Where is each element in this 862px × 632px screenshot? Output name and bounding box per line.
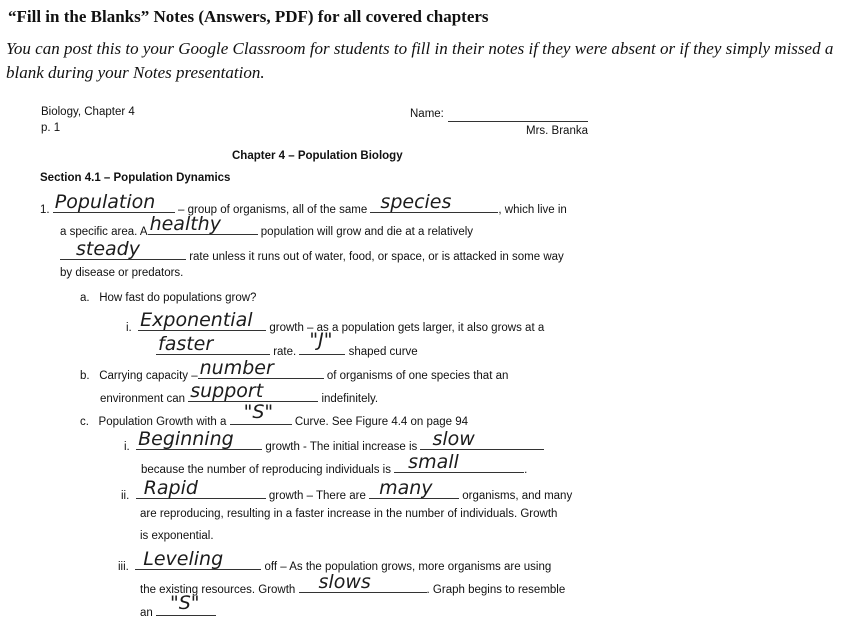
item-a-text1: growth – as a population gets larger, it also grows at a — [269, 322, 545, 334]
item-c-label: c. — [80, 416, 89, 428]
item1-text3: a specific area. A — [60, 226, 148, 238]
answer-population: Population — [54, 191, 156, 213]
item-c-text1: Population Growth with a — [98, 416, 227, 428]
answer-support: support — [190, 380, 264, 402]
answer-blank — [420, 428, 544, 450]
item-a-line — [80, 292, 256, 304]
teacher-name: Mrs. Branka — [526, 125, 588, 137]
item1-text1: – group of organisms, all of the same — [178, 204, 368, 216]
item-c-ii-text1: growth – There are — [268, 490, 366, 502]
answer-blank — [60, 238, 186, 260]
item-a-text2: rate. — [273, 346, 297, 358]
item-c-iii-text1: off – As the population grows, more organisms are using — [264, 561, 552, 573]
item-c-iii-text2: the existing resources. Growth — [140, 584, 296, 596]
answer-blank — [299, 329, 345, 355]
item-c-iii-text3: . Graph begins to resemble — [426, 584, 566, 596]
answer-rapid: Rapid — [143, 477, 198, 499]
answer-blank — [148, 213, 258, 235]
item-a-i-label: i. — [126, 322, 132, 334]
answer-blank — [53, 191, 175, 213]
item-b-text3: environment can — [100, 393, 186, 405]
answer-blank — [138, 309, 266, 331]
answer-s-curve: "S" — [243, 401, 274, 423]
name-label: Name: — [410, 108, 444, 120]
answer-blank — [188, 380, 318, 402]
answer-s-final: "S" — [170, 592, 200, 614]
item-b-text4: indefinitely. — [321, 393, 379, 405]
section-title: Section 4.1 – Population Dynamics — [40, 172, 231, 184]
item-c-iii-line2 — [140, 571, 566, 596]
item-c-i-text2: because the number of reproducing individuals is — [141, 464, 391, 476]
answer-many: many — [379, 477, 433, 499]
answer-blank — [156, 333, 270, 355]
item1-number: 1. — [40, 204, 50, 216]
item-b-label: b. — [80, 370, 90, 382]
item1-line1 — [40, 191, 567, 216]
item-c-ii-line1 — [121, 477, 573, 502]
item-c-i-line1 — [124, 428, 544, 453]
item1-text6: by disease or predators. — [60, 267, 184, 279]
answer-healthy: healthy — [149, 213, 221, 235]
chapter-title: Chapter 4 – Population Biology — [232, 150, 403, 162]
answer-blank — [394, 451, 524, 473]
item-a-i-line1 — [126, 309, 545, 334]
answer-blank — [369, 477, 459, 499]
item-b-line1 — [80, 357, 509, 382]
course-label: Biology, Chapter 4 — [41, 106, 135, 118]
item-b-text1: Carrying capacity – — [99, 370, 198, 382]
item-c-line1 — [80, 401, 469, 428]
answer-blank — [136, 477, 266, 499]
item-c-ii-text3: are reproducing, resulting in a faster increase in the number of individuals. Growth — [140, 508, 558, 520]
answer-blank — [230, 401, 292, 425]
answer-exponential: Exponential — [140, 309, 253, 331]
item-c-text2: Curve. See Figure 4.4 on page 94 — [294, 416, 469, 428]
item-c-i-text1: growth - The initial increase is — [265, 441, 418, 453]
answer-blank — [136, 428, 262, 450]
item1-text2: , which live in — [498, 204, 567, 216]
item-b-line2 — [100, 380, 379, 405]
page-label: p. 1 — [41, 122, 61, 134]
item-c-ii-text2: organisms, and many — [462, 490, 573, 502]
item-a-question: How fast do populations grow? — [99, 292, 257, 304]
item1-line2 — [60, 213, 474, 238]
item1-text5: rate unless it runs out of water, food, or space, or is attacked in some way — [189, 251, 564, 263]
item-b-text2: of organisms of one species that an — [326, 370, 509, 382]
intro-text: You can post this to your Google Classroom for students to fill in their notes if they were absent or if they simply missed a blank during your Notes presentation. — [6, 39, 834, 82]
item-c-ii-text4: is exponential. — [140, 530, 214, 542]
answer-blank — [135, 548, 261, 570]
answer-blank — [299, 571, 427, 593]
answer-steady: steady — [76, 238, 140, 260]
answer-leveling: Leveling — [143, 548, 224, 570]
item-c-iii-text4: an — [140, 607, 153, 619]
item-c-i-line2 — [141, 451, 528, 476]
item-c-iii-line3 — [140, 592, 216, 619]
answer-slow: slow — [432, 428, 475, 450]
answer-faster: faster — [158, 333, 214, 355]
answer-number: number — [199, 357, 274, 379]
answer-blank — [198, 357, 324, 379]
item1-text4: population will grow and die at a relatively — [260, 226, 474, 238]
answer-blank — [370, 191, 498, 213]
page-heading: “Fill in the Blanks” Notes (Answers, PDF) for all covered chapters — [8, 7, 489, 26]
item1-line3 — [60, 238, 564, 263]
item-c-ii-label: ii. — [121, 490, 130, 502]
item-c-i-label: i. — [124, 441, 130, 453]
item-c-i-text3: . — [524, 464, 528, 476]
answer-blank — [156, 592, 216, 616]
answer-small: small — [408, 451, 459, 473]
answer-j: "J" — [309, 329, 333, 351]
item-a-label: a. — [80, 292, 90, 304]
item-a-i-line2 — [156, 329, 418, 358]
item-a-text3: shaped curve — [348, 346, 418, 358]
answer-beginning: Beginning — [138, 428, 234, 450]
item-c-iii-label: iii. — [118, 561, 129, 573]
answer-species: species — [380, 191, 452, 213]
answer-slows: slows — [318, 571, 371, 593]
name-blank — [448, 121, 588, 122]
